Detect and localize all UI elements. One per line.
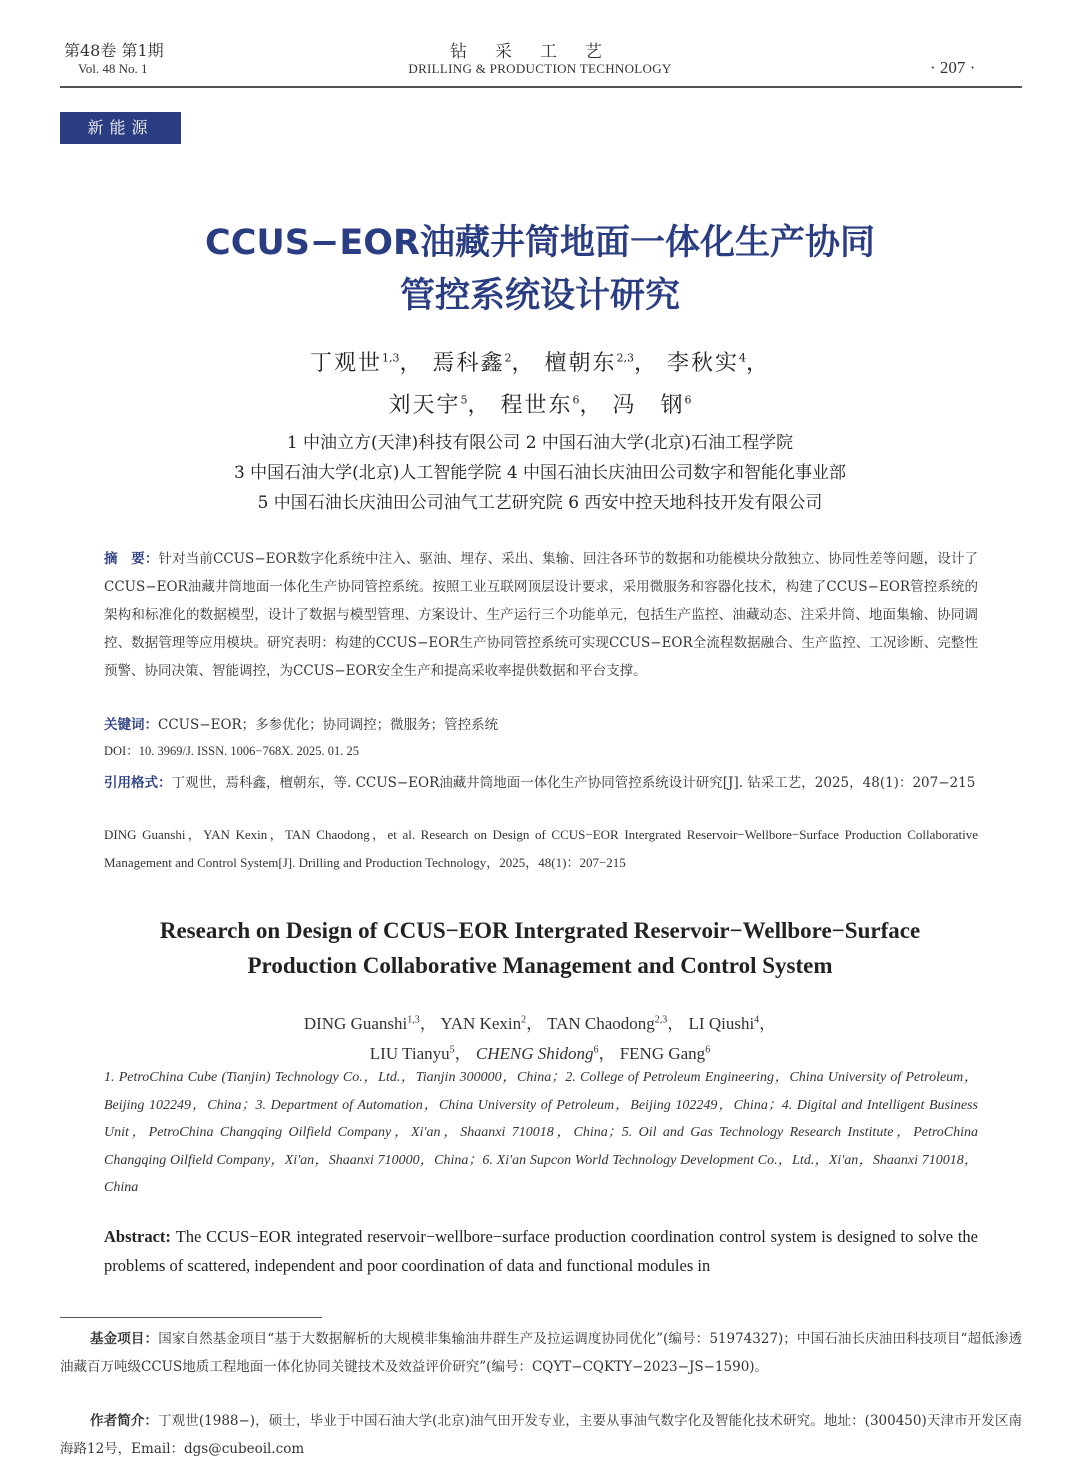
author-separator: ， — [634, 351, 659, 376]
author-affiliation-sup: 2,3 — [654, 1014, 668, 1026]
authors-cn-line2 — [0, 388, 1080, 419]
abstract-cn — [104, 545, 978, 685]
fund-text: 国家自然基金项目“基于大数据解析的大规模非集输油井群生产及拉运调度协同优化”(编号：51974327)；中国石油长庆油田科技项目“超低渗透油藏百万吨级CCUS地质工程地面一体化协同关键技术及效益评价研究”(编号：CQYT−CQKTY−2023−JS−1590)。 — [60, 1331, 1023, 1375]
author-name: TAN Chaodong — [547, 1014, 655, 1033]
affiliation-cn-line1: 1 中油立方(天津)科技有限公司 2 中国石油大学(北京)石油工程学院 — [286, 433, 794, 453]
journal-name-en: DRILLING & PRODUCTION TECHNOLOGY — [408, 61, 672, 76]
author-separator: ， — [746, 351, 771, 376]
author-name: DING Guanshi — [303, 1014, 408, 1033]
author-separator: ， — [526, 1014, 544, 1033]
author-separator: ， — [467, 393, 492, 418]
author-name: CHENG Shidong — [475, 1044, 594, 1063]
author-separator: ， — [511, 351, 536, 376]
author-bio-text: 丁观世(1988−)，硕士，毕业于中国石油大学(北京)油气田开发专业，主要从事油气数字化及智能化技术研究。地址：(300450)天津市开发区南海路12号，Email：dgs@cubeoil.com — [60, 1413, 1022, 1457]
page-number: · 207 · — [930, 58, 976, 77]
affiliations-en: 1. PetroChina Cube (Tianjin) Technology Co.，Ltd.，Tianjin 300000，China；2. College of Petroleum Engineering，China University of Petroleum，Beijing 102249，China；3. Department of Automation，China University of Petroleum，Beijing 102249，China；4. Digital and Intelligent Business Unit，PetroChina Changqing Oilfield Company，Xi'an，Shaanxi 710018，China；5. Oil and Gas Technology Research Institute，PetroChina Changqing Oilfield Company，Xi'an，Shaanxi 710000，China；6. Xi'an Supcon World Technology Development Co.，Ltd.，Xi'an，Shaanxi 710018，China — [104, 1070, 978, 1195]
author-affiliation-sup: 1,3 — [381, 351, 400, 365]
author-affiliation-sup: 4 — [754, 1014, 760, 1026]
author-name: 李秋实 — [667, 351, 740, 376]
author-separator: ， — [667, 1014, 685, 1033]
volume-issue-en: Vol. 48 No. 1 — [78, 61, 148, 76]
footnote-author — [60, 1408, 1022, 1463]
abstract-en — [104, 1222, 978, 1280]
abstract-en-text: The CCUS−EOR integrated reservoir−wellbore−surface production coordination control system is designed to solve the problems of scattered, independent and poor coordination of data and functional modules in — [104, 1227, 979, 1275]
author-name: 焉科鑫 — [432, 351, 505, 376]
authors-en-line1 — [0, 1009, 1080, 1034]
author-affiliation-sup: 6 — [572, 393, 580, 407]
author-affiliation-sup: 2,3 — [616, 351, 635, 365]
author-name: 檀朝东 — [544, 351, 617, 376]
authors-en-line2 — [0, 1039, 1080, 1064]
author-separator: ， — [419, 1014, 437, 1033]
journal-name-cn: 钻采工艺 — [450, 42, 630, 62]
author-name: 刘天宇 — [388, 393, 461, 418]
author-affiliation-sup: 4 — [739, 351, 747, 365]
title-en-line2: Production Collaborative Management and Control System — [247, 953, 833, 978]
author-name: 冯 钢 — [612, 393, 685, 418]
author-name: 程世东 — [500, 393, 573, 418]
abstract-en-label: Abstract: — [104, 1227, 171, 1246]
citation-en: DING Guanshi，YAN Kexin，TAN Chaodong，et al. Research on Design of CCUS−EOR Intergrated Reservoir−Wellbore−Surface Production Collaborative Management and Control System[J]. Drilling and Production Technology，2025，48(1)：207−215 — [104, 827, 978, 870]
citation-cn-text: 丁观世，焉科鑫，檀朝东，等. CCUS−EOR油藏井筒地面一体化生产协同管控系统设计研究[J]. 钻采工艺，2025，48(1)：207−215 — [171, 775, 976, 791]
author-affiliation-sup: 2 — [504, 351, 512, 365]
abstract-cn-text: 针对当前CCUS−EOR数字化系统中注入、驱油、埋存、采出、集输、回注各环节的数据和功能模块分散独立、协同性差等问题，设计了CCUS−EOR油藏井筒地面一体化生产协同管控系统。按照工业互联网顶层设计要求，采用微服务和容器化技术，构建了CCUS−EOR管控系统的架构和标准化的数据模型，设计了数据与模型管理、方案设计、生产运行三个功能单元，包括生产监控、油藏动态、注采井筒、地面集输、协同调控、数据管理等应用模块。研究表明：构建的CCUS−EOR生产协同管控系统可实现CCUS−EOR全流程数据融合、生产监控、工况诊断、完整性预警、协同决策、智能调控，为CCUS−EOR安全生产和提高采收率提供数据和平台支撑。 — [104, 551, 979, 679]
author-affiliation-sup: 2 — [521, 1014, 527, 1026]
author-affiliation-sup: 6 — [684, 393, 692, 407]
abstract-cn-label: 摘 要： — [104, 551, 159, 567]
volume-issue-cn: 第48卷 第1期 — [64, 41, 164, 60]
author-separator: ， — [454, 1044, 472, 1063]
footnote-divider — [60, 1317, 322, 1318]
title-en-line1: Research on Design of CCUS−EOR Intergrated Reservoir−Wellbore−Surface — [159, 918, 921, 943]
author-affiliation-sup: 6 — [705, 1044, 711, 1056]
fund-label: 基金项目： — [90, 1331, 159, 1347]
keywords-cn-text: CCUS−EOR；多参优化；协同调控；微服务；管控系统 — [158, 717, 499, 733]
citation-label: 引用格式： — [104, 775, 172, 791]
author-separator: ， — [759, 1014, 777, 1033]
citation-cn — [104, 769, 978, 797]
section-tag: 新能源 — [60, 112, 181, 144]
author-affiliation-sup: 5 — [449, 1044, 455, 1056]
affiliation-cn-line3: 5 中国石油长庆油田公司油气工艺研究院 6 西安中控天地科技开发有限公司 — [257, 493, 823, 513]
author-separator: ， — [598, 1044, 616, 1063]
author-separator: ， — [579, 393, 604, 418]
keywords-cn-label: 关键词： — [104, 717, 158, 733]
author-name: FENG Gang — [619, 1044, 706, 1063]
author-name: LI Qiushi — [688, 1014, 755, 1033]
author-separator: ， — [399, 351, 424, 376]
author-bio-label: 作者简介： — [90, 1413, 159, 1429]
title-cn-line2: 管控系统设计研究 — [399, 276, 680, 316]
author-affiliation-sup: 6 — [593, 1044, 599, 1056]
authors-cn-line1 — [0, 346, 1080, 377]
keywords-cn — [104, 711, 978, 739]
title-cn-line1: CCUS−EOR油藏井筒地面一体化生产协同 — [205, 223, 875, 263]
affiliation-cn-line2: 3 中国石油大学(北京)人工智能学院 4 中国石油长庆油田公司数字和智能化事业部 — [233, 463, 847, 483]
author-affiliation-sup: 1,3 — [407, 1014, 420, 1026]
author-name: LIU Tianyu — [369, 1044, 450, 1063]
author-name: YAN Kexin — [440, 1014, 522, 1033]
doi: DOI：10. 3969/J. ISSN. 1006−768X. 2025. 01. 25 — [104, 744, 359, 758]
footnote-fund — [60, 1326, 1022, 1381]
header-divider — [60, 86, 1022, 88]
author-name: 丁观世 — [309, 351, 382, 376]
author-affiliation-sup: 5 — [460, 393, 468, 407]
